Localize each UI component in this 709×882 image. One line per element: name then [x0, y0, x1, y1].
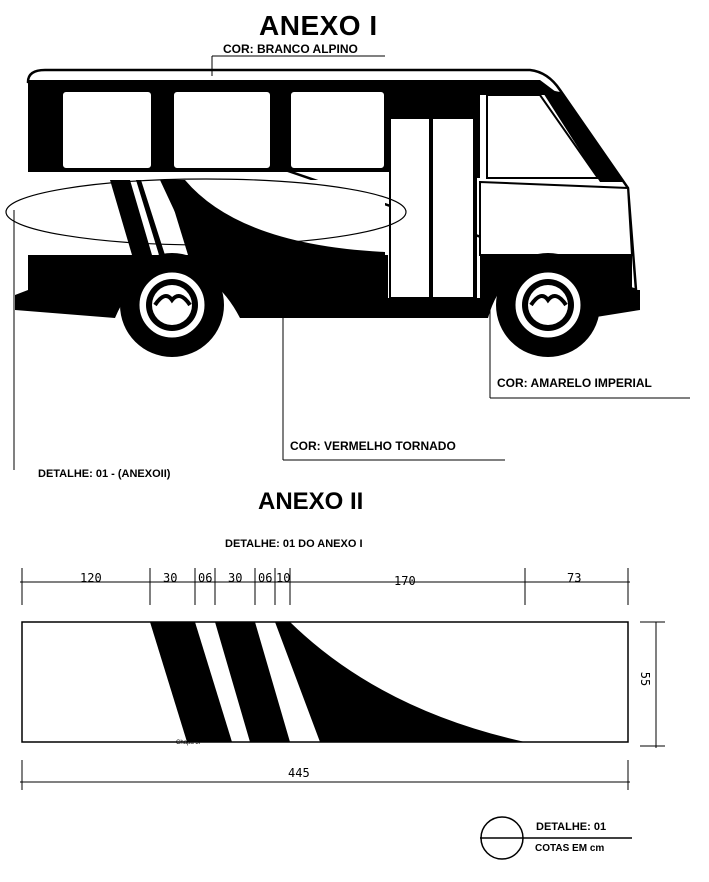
- dim-73: 73: [567, 571, 582, 585]
- van-window-1: [62, 91, 152, 169]
- anexo1-title: ANEXO I: [259, 10, 378, 41]
- handwritten-note: Chapa 3f: [176, 740, 201, 746]
- dim-10: 10: [276, 571, 291, 585]
- van-door-right: [432, 118, 474, 298]
- van-illustration: [6, 56, 690, 470]
- van-front-body: [480, 182, 632, 255]
- van-wheel-rear: [120, 253, 224, 357]
- detail-drawing: [20, 568, 665, 790]
- dim-30-b: 30: [228, 571, 243, 585]
- dim-total-445: 445: [288, 766, 310, 780]
- dim-06-b: 06: [258, 571, 273, 585]
- label-cor-branco-alpino: COR: BRANCO ALPINO: [223, 42, 358, 56]
- dim-120: 120: [80, 571, 102, 585]
- dim-30-a: 30: [163, 571, 178, 585]
- legend-cotas: COTAS EM cm: [535, 843, 605, 854]
- dim-170: 170: [394, 574, 416, 588]
- detail-reference-label: DETALHE: 01 - (ANEXOII): [38, 468, 171, 480]
- anexo2-title: ANEXO II: [258, 488, 364, 515]
- van-window-2: [173, 91, 271, 169]
- anexo2-subtitle: DETALHE: 01 DO ANEXO I: [225, 538, 363, 550]
- dim-height-55: 55: [638, 671, 653, 687]
- van-wheel-front: [496, 253, 600, 357]
- label-cor-amarelo-imperial: COR: AMARELO IMPERIAL: [497, 376, 652, 390]
- van-door-left: [390, 118, 430, 298]
- dim-06-a: 06: [198, 571, 213, 585]
- legend-detalhe: DETALHE: 01: [536, 821, 607, 833]
- label-cor-vermelho-tornado: COR: VERMELHO TORNADO: [290, 439, 456, 453]
- van-window-3: [290, 91, 385, 169]
